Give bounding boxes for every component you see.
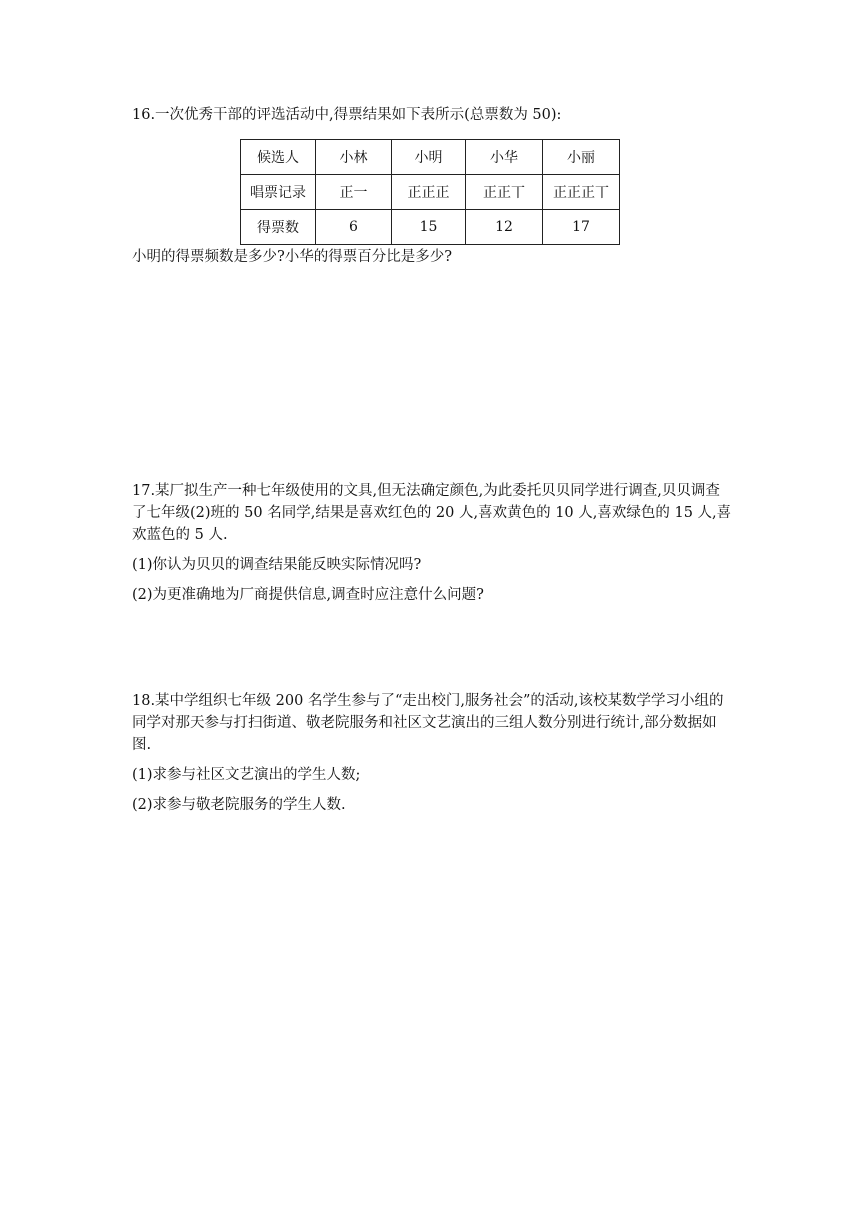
- table-cell: 正正正: [392, 175, 466, 210]
- table-cell: 得票数: [241, 210, 316, 245]
- question-17-sub-1: (1)你认为贝贝的调查结果能反映实际情况吗?: [132, 557, 422, 573]
- question-16: [132, 104, 732, 126]
- question-17: [132, 480, 732, 606]
- table-cell: 候选人: [241, 140, 316, 175]
- table-row-header: [241, 140, 620, 175]
- question-18-sub-1: (1)求参与社区文艺演出的学生人数;: [132, 767, 361, 783]
- table-cell: 正一: [316, 175, 392, 210]
- question-17-sub-2: (2)为更准确地为厂商提供信息,调查时应注意什么问题?: [132, 587, 484, 603]
- table-cell: 正正正丅: [543, 175, 620, 210]
- table-row: [241, 175, 620, 210]
- table-cell: 小丽: [543, 140, 620, 175]
- question-18-sub-2: (2)求参与敬老院服务的学生人数.: [132, 797, 346, 813]
- question-16-ask: 小明的得票频数是多少?小华的得票百分比是多少?: [132, 249, 453, 265]
- table-cell: 小明: [392, 140, 466, 175]
- question-18: [132, 690, 732, 816]
- table-cell: 17: [543, 210, 620, 245]
- table-cell: 小华: [466, 140, 543, 175]
- table-cell: 12: [466, 210, 543, 245]
- table-cell: 正正丅: [466, 175, 543, 210]
- table-cell: 6: [316, 210, 392, 245]
- table-row: [241, 210, 620, 245]
- vote-table: [240, 139, 620, 245]
- question-16-stem: 16.一次优秀干部的评选活动中,得票结果如下表所示(总票数为 50):: [132, 107, 562, 123]
- question-18-stem: 18.某中学组织七年级 200 名学生参与了“走出校门,服务社会”的活动,该校某数学学习小组的同学对那天参与打扫街道、敬老院服务和社区文艺演出的三组人数分别进行统计,部分数据如图.: [132, 693, 724, 753]
- question-17-stem: 17.某厂拟生产一种七年级使用的文具,但无法确定颜色,为此委托贝贝同学进行调查,贝贝调查了七年级(2)班的 50 名同学,结果是喜欢红色的 20 人,喜欢黄色的 10 人,喜欢绿色的 15 人,喜欢蓝色的 5 人.: [132, 483, 732, 543]
- table-cell: 15: [392, 210, 466, 245]
- table-cell: 小林: [316, 140, 392, 175]
- table-cell: 唱票记录: [241, 175, 316, 210]
